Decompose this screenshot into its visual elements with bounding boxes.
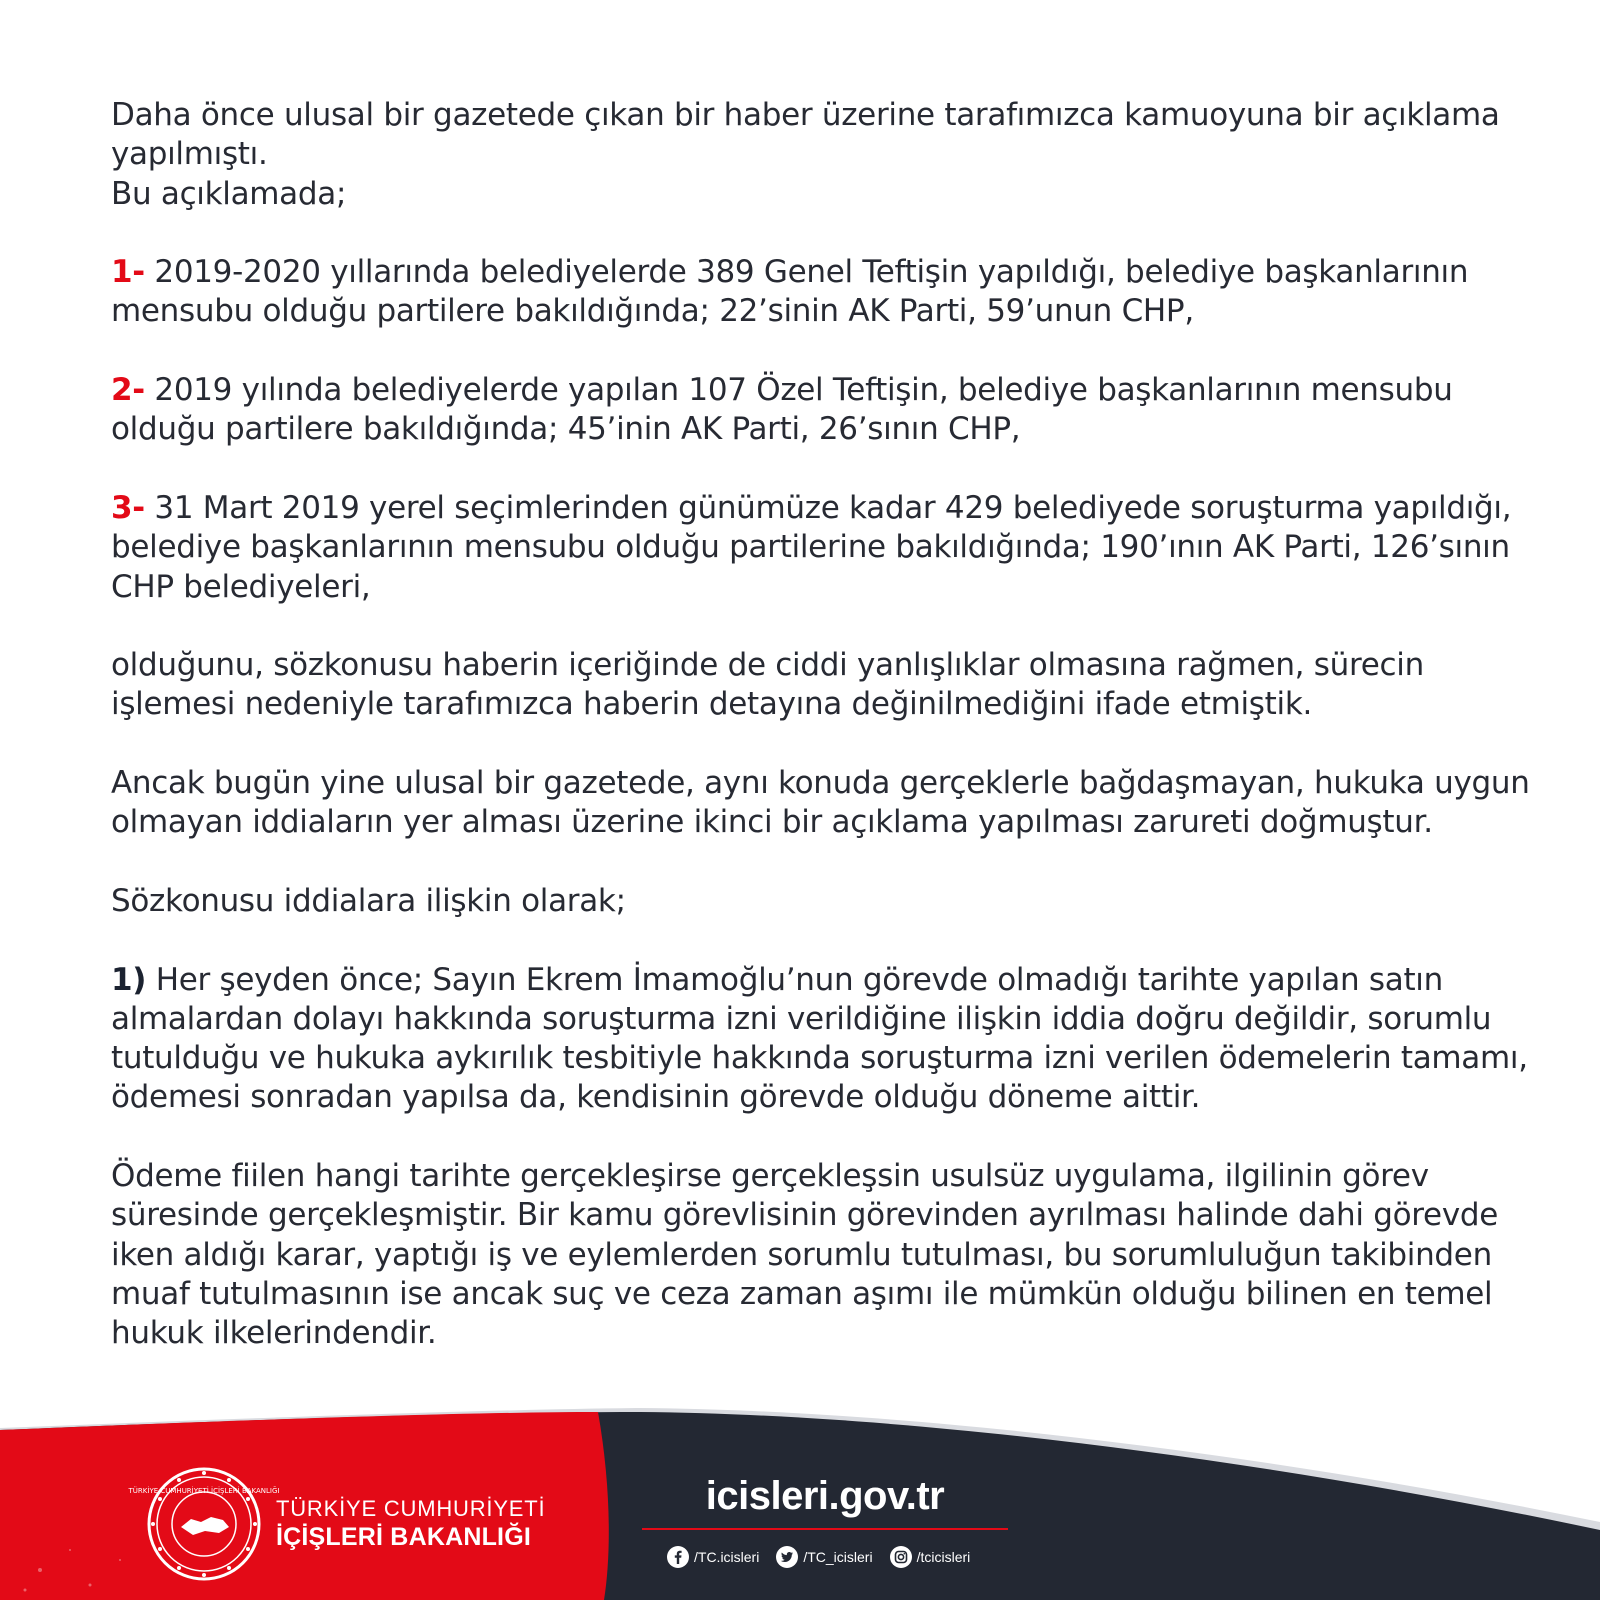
regarding-paragraph: Sözkonusu iddialara ilişkin olarak;: [111, 882, 626, 919]
intro-line-2: yapılmıştı.: [111, 136, 268, 173]
instagram-handle: /tcicisleri: [916, 1549, 971, 1565]
facebook-handle: /TC.icisleri: [694, 1549, 760, 1565]
emblem-text: TÜRKİYE CUMHURİYETİ İÇİŞLERİ BAKANLIĞI: [128, 1487, 280, 1495]
list-item: [111, 371, 1531, 450]
point-number: 1): [111, 961, 147, 998]
intro-paragraph: [111, 96, 1531, 214]
ministry-line-1: TÜRKİYE CUMHURİYETİ: [276, 1496, 546, 1521]
ministry-line-2: İÇİŞLERİ BAKANLIĞI: [276, 1523, 531, 1551]
item-number: 1-: [111, 254, 145, 291]
intro-line-3: Bu açıklamada;: [111, 175, 347, 212]
social-facebook[interactable]: [666, 1545, 759, 1569]
facebook-icon: [666, 1545, 690, 1569]
conclusion-paragraph: olduğunu, sözkonusu haberin içeriğinde de ciddi yanlışlıklar olmasına rağmen, sürecin işlemesi nedeniyle tarafımızca haberin detayına değinilmediğini ifade etmiştik.: [111, 647, 1424, 723]
point-1-paragraph: [111, 961, 1531, 1118]
social-twitter[interactable]: [775, 1545, 872, 1569]
item-number: 2-: [111, 372, 145, 409]
ministry-emblem-icon: [128, 1467, 280, 1581]
twitter-handle: /TC_icisleri: [803, 1549, 873, 1565]
payment-paragraph: Ödeme fiilen hangi tarihte gerçekleşirse gerçekleşsin usulsüz uygulama, ilgilinin görev süresinde gerçekleşmiştir. Bir kamu görevlisinin görevinden ayrılması halinde dahi görevde iken aldığı karar, yaptığı iş ve eylemlerden sorumlu tutulması, bu sorumluluğun takibinden muaf tutulmasının ise ancak suç ve ceza zaman aşımı ile mümkün olduğu bilinen en temel hukuk ilkelerindendir.: [111, 1158, 1499, 1352]
list-item: [111, 489, 1531, 607]
website-underline: [642, 1528, 1008, 1530]
social-instagram[interactable]: [889, 1545, 971, 1569]
item-number: 3-: [111, 489, 145, 526]
ministry-name: [276, 1496, 545, 1552]
website-block: [642, 1472, 1008, 1530]
list-item: [111, 253, 1531, 332]
item-text: 31 Mart 2019 yerel seçimlerinden günümüze kadar 429 belediyede soruşturma yapıldığı, belediye başkanlarının mensubu olduğu partilerine bakıldığında; 190’ının AK Parti, 126’sının CHP belediyeleri,: [111, 489, 1512, 605]
today-paragraph: Ancak bugün yine ulusal bir gazetede, aynı konuda gerçeklerle bağdaşmayan, hukuka uygun olmayan iddiaların yer alması üzerine ikinci bir açıklama yapılması zarureti doğmuştur.: [111, 765, 1530, 841]
footer-banner: [0, 1400, 1600, 1600]
item-text: 2019 yılında belediyelerde yapılan 107 Özel Teftişin, belediye başkanlarının mensubu olduğu partilere bakıldığında; 45’inin AK Parti, 26’sının CHP,: [111, 372, 1453, 448]
social-links: [666, 1545, 986, 1569]
point-text: Her şeyden önce; Sayın Ekrem İmamoğlu’nun görevde olmadığı tarihte yapılan satın almalardan dolayı hakkında soruşturma izni verildiğine ilişkin iddia doğru değildir, sorumlu tutulduğu ve hukuka aykırılık tesbitiyle hakkında soruşturma izni verilen ödemelerin tamamı, ödemesi sonradan yapılsa da, kendisinin görevde olduğu döneme aittir.: [111, 961, 1528, 1116]
intro-line-1: Daha önce ulusal bir gazetede çıkan bir haber üzerine tarafımızca kamuoyuna bir açıklama: [111, 97, 1500, 133]
statement-body: [111, 96, 1531, 1354]
website-link[interactable]: icisleri.gov.tr: [705, 1474, 945, 1518]
instagram-icon: [889, 1545, 913, 1569]
twitter-icon: [775, 1545, 799, 1569]
item-text: 2019-2020 yıllarında belediyelerde 389 Genel Teftişin yapıldığı, belediye başkanlarının mensubu olduğu partilere bakıldığında; 22’sinin AK Parti, 59’unun CHP,: [111, 254, 1469, 330]
